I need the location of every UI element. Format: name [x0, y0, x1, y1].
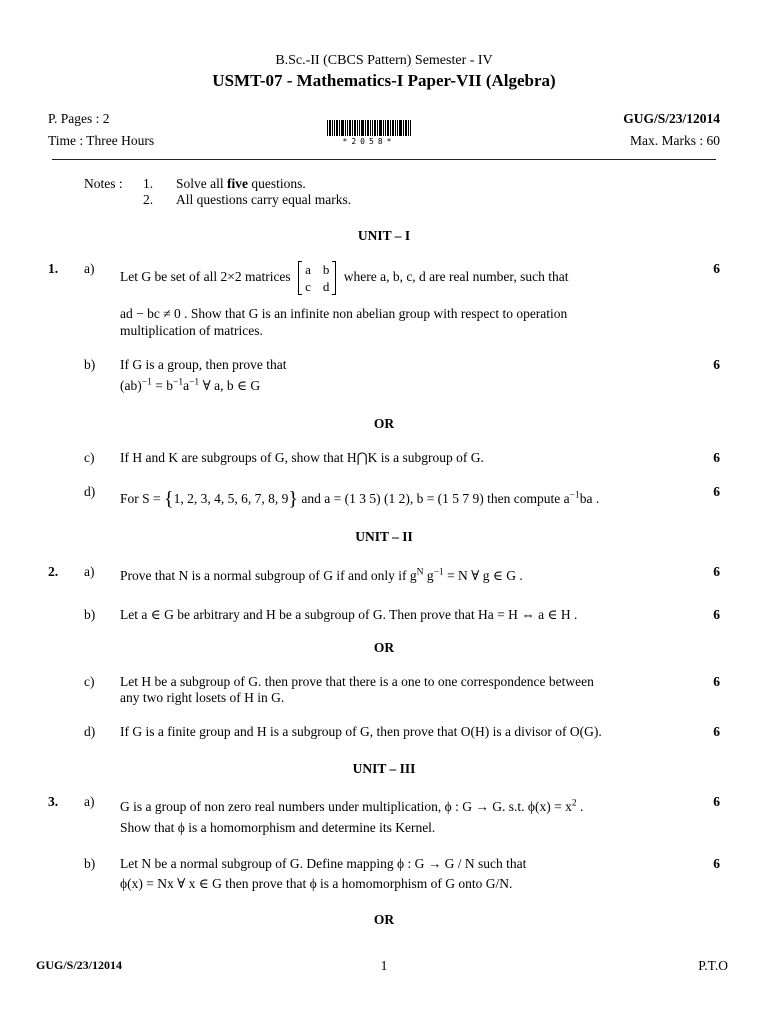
question-2-number: 2. [48, 564, 59, 579]
q2b-text: Let a ∈ G be arbitrary and H be a subgroup of G. Then prove that Ha = H ⇔ a ∈ H . [120, 607, 578, 622]
or-divider-3: OR [373, 912, 395, 927]
q2c-line1: Let H be a subgroup of G. then prove that there is a one to one correspondence between [120, 674, 594, 689]
q1d-left-brace: { [164, 488, 174, 510]
page-number: 1 [380, 958, 388, 973]
q1c-text: If H and K are subgroups of G, show that H⋂K is a subgroup of G. [120, 450, 484, 465]
q1b-marks: 6 [713, 357, 720, 372]
paper-code: GUG/S/23/12014 [623, 111, 720, 126]
unit-1-heading: UNIT – I [357, 228, 411, 243]
q1b-label: b) [84, 357, 96, 372]
footer-code: GUG/S/23/12014 [36, 958, 123, 972]
notes-label: Notes : [84, 176, 123, 191]
q1d-right-brace: } [288, 488, 298, 510]
unit-3-heading: UNIT – III [352, 761, 416, 776]
q1a-line3: multiplication of matrices. [120, 323, 263, 338]
unit-2-heading: UNIT – II [355, 529, 413, 544]
q2c-label: c) [84, 674, 95, 689]
matrix-a: a [305, 262, 311, 277]
note-2: All questions carry equal marks. [176, 192, 352, 207]
q1b-formula [120, 378, 260, 394]
q3a-sup: 2 [571, 798, 577, 809]
q2a-post: = N ∀ g ∈ G . [443, 568, 523, 583]
q1b-s1: −1 [141, 377, 152, 388]
q3a-line2: Show that ϕ is a homomorphism and determine its Kernel. [120, 820, 436, 835]
q1b-s3: −1 [189, 377, 200, 388]
q1c-marks: 6 [713, 450, 720, 465]
q2a-marks: 6 [713, 564, 720, 579]
or-divider-1: OR [373, 416, 395, 431]
q1b-f3: a [183, 378, 190, 393]
q1a-pre: Let G be set of all 2×2 matrices [120, 269, 291, 285]
q2a-text [120, 568, 523, 584]
q1a-line1 [120, 261, 568, 295]
exam-time: Time : Three Hours [48, 133, 155, 148]
q3b-marks: 6 [713, 856, 720, 871]
q1d-post: ba . [579, 491, 600, 506]
barcode-text: *2058* [342, 137, 396, 146]
matrix-d: d [322, 279, 330, 294]
q1b-s2: −1 [172, 377, 184, 388]
q3a-pre: G is a group of non zero real numbers under multiplication, ϕ : G → G. s.t. ϕ(x) = x [120, 799, 572, 814]
q1d-set: 1, 2, 3, 4, 5, 6, 7, 8, 9 [173, 491, 289, 506]
note-1-number: 1. [143, 176, 154, 191]
q2c-line2: any two right losets of H in G. [120, 690, 285, 705]
q1c-label: c) [84, 450, 95, 465]
q3a-line1 [120, 799, 583, 815]
or-divider-2: OR [373, 640, 395, 655]
q2a-s2: −1 [433, 567, 444, 578]
q2a-s1: N [416, 567, 424, 578]
q1d-sup: −1 [569, 490, 580, 501]
note-1-bold: five [227, 176, 248, 191]
q1b-f1: (ab) [120, 378, 142, 393]
note-1-post: questions. [248, 176, 306, 191]
q2c-marks: 6 [713, 674, 720, 689]
q1a-post: where a, b, c, d are real number, such that [343, 269, 569, 285]
q2d-marks: 6 [713, 724, 720, 739]
q2a-label: a) [84, 564, 95, 579]
q1d-text [120, 488, 599, 511]
pto-label: P.T.O [698, 958, 728, 973]
q2b-label: b) [84, 607, 96, 622]
q3b-line1: Let N be a normal subgroup of G. Define mapping ϕ : G → G / N such that [120, 856, 527, 871]
q3b-label: b) [84, 856, 96, 871]
matrix-b: b [322, 262, 330, 277]
q1d-pre: For S = [120, 491, 165, 506]
q1b-f4: ∀ a, b ∈ G [199, 378, 261, 393]
q1b-f2: = b [151, 378, 173, 393]
q1a-label: a) [84, 261, 95, 276]
paper-title: USMT-07 - Mathematics-I Paper-VII (Algebra) [212, 71, 556, 90]
q3a-label: a) [84, 794, 95, 809]
header-divider [52, 159, 716, 160]
barcode-icon [327, 120, 411, 136]
q3b-line2: ϕ(x) = Nx ∀ x ∈ G then prove that ϕ is a homomorphism of G onto G/N. [120, 876, 513, 891]
note-2-number: 2. [143, 192, 154, 207]
q1a-marks: 6 [713, 261, 720, 276]
matrix-c: c [305, 279, 311, 294]
q2a-pre: Prove that N is a normal subgroup of G if and only if g [120, 568, 417, 583]
max-marks: Max. Marks : 60 [630, 133, 720, 148]
matrix-abcd [298, 261, 336, 295]
q1b-line1: If G is a group, then prove that [120, 357, 287, 372]
note-1-pre: Solve all [176, 176, 227, 191]
q1a-line2: ad − bc ≠ 0 . Show that G is an infinite non abelian group with respect to operation [120, 306, 568, 321]
q3a-post: . [576, 799, 584, 814]
question-1-number: 1. [48, 261, 59, 276]
q1d-marks: 6 [713, 484, 720, 499]
q1d-label: d) [84, 484, 96, 499]
question-3-number: 3. [48, 794, 59, 809]
q2d-text: If G is a finite group and H is a subgroup of G, then prove that O(H) is a divisor of O(G). [120, 724, 602, 739]
q2a-mid: g [423, 568, 434, 583]
q3a-marks: 6 [713, 794, 720, 809]
note-1 [176, 176, 306, 192]
page-count: P. Pages : 2 [48, 111, 110, 126]
q2b-marks: 6 [713, 607, 720, 622]
course-line: B.Sc.-II (CBCS Pattern) Semester - IV [275, 53, 493, 68]
q2d-label: d) [84, 724, 96, 739]
q1d-mid: and a = (1 3 5) (1 2), b = (1 5 7 9) then compute a [297, 491, 570, 506]
